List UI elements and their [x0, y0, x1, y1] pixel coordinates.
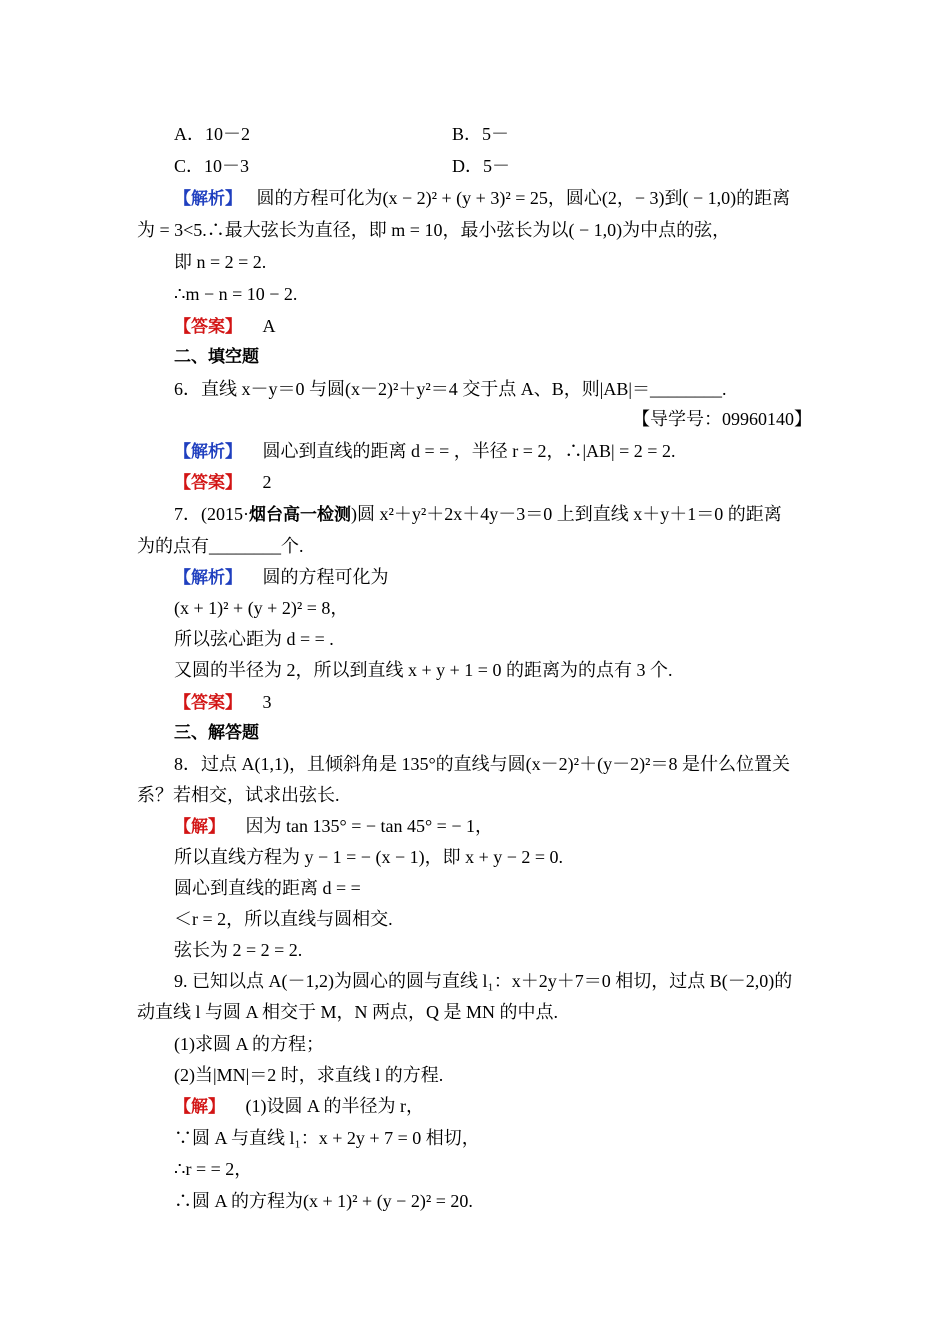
q6-guide-number: 【导学号：09960140】 — [632, 409, 812, 429]
q7-stem-pre: 7．(2015· — [174, 504, 249, 524]
answer-label: 【答案】 — [174, 693, 242, 713]
q9-solution-line-1 — [174, 1094, 424, 1119]
q9-stem-line-2: 动直线 l 与圆 A 相交于 M，N 两点，Q 是 MN 的中点. — [137, 1002, 559, 1022]
q5-analysis-text-1: 圆的方程可化为(x − 2)² + (y + 3)² = 25，圆心(2，− 3)到( − 1,0)的距离 — [256, 188, 791, 208]
q6-answer: 2 — [262, 472, 272, 492]
q6-answer-line — [174, 470, 272, 495]
section-heading-solutions: 三、解答题 — [174, 723, 259, 743]
q7-answer: 3 — [262, 692, 272, 712]
q7-answer-line — [174, 690, 272, 715]
q9-solution-line-4: ∴圆 A 的方程为(x + 1)² + (y − 2)² = 20. — [174, 1191, 473, 1211]
solution-label: 【解】 — [174, 817, 225, 837]
q5-analysis-line-4: ∴m − n = 10 − 2. — [174, 284, 298, 304]
q7-analysis-line-1 — [174, 565, 389, 590]
q7-source: 烟台高一检测 — [249, 505, 351, 525]
q7-stem-line-1 — [174, 502, 782, 527]
q8-stem-line-1: 8．过点 A(1,1)，且倾斜角是 135°的直线与圆(x－2)²＋(y－2)²＝8 是什么位置关 — [174, 754, 790, 774]
q8-solution-line-2: 所以直线方程为 y − 1 = − (x − 1)，即 x + y − 2 = 0. — [174, 847, 564, 867]
q8-stem-line-2: 系？若相交，试求出弦长. — [137, 785, 340, 805]
q7-stem-post: )圆 x²＋y²＋2x＋4y－3＝0 上到直线 x＋y＋1＝0 的距离 — [351, 504, 782, 524]
q6-analysis-text: 圆心到直线的距离 d = = ，半径 r = 2，∴|AB| = 2 = 2. — [262, 441, 676, 461]
section-heading-fill-in: 二、填空题 — [174, 347, 259, 367]
q9-solution-line-3: ∴r = = 2， — [174, 1159, 253, 1179]
answer-label: 【答案】 — [174, 317, 242, 337]
q8-solution-line-5: 弦长为 2 = 2 = 2. — [174, 940, 303, 960]
q9-solution-line-2: ∵圆 A 与直线 l₁：x + 2y + 7 = 0 相切， — [174, 1128, 480, 1148]
analysis-label: 【解析】 — [174, 189, 242, 209]
q5-answer-line — [174, 314, 276, 339]
q8-solution-line-3: 圆心到直线的距离 d = = — [174, 878, 361, 898]
analysis-label: 【解析】 — [174, 442, 242, 462]
q7-analysis-line-4: 又圆的半径为 2，所以到直线 x + y + 1 = 0 的距离为的点有 3 个. — [174, 660, 673, 680]
q9-solution-text-1: (1)设圆 A 的半径为 r， — [245, 1096, 424, 1116]
option-c: C．10－3 — [174, 156, 250, 176]
q6-analysis-line — [174, 439, 675, 464]
q9-part-1: (1)求圆 A 的方程； — [174, 1034, 324, 1054]
q8-solution-text-1: 因为 tan 135° = − tan 45° = − 1， — [245, 816, 493, 836]
q7-analysis-line-3: 所以弦心距为 d = = . — [174, 629, 334, 649]
option-b: B．5－ — [452, 124, 510, 144]
q9-part-2: (2)当|MN|＝2 时，求直线 l 的方程. — [174, 1065, 444, 1085]
q8-solution-line-1 — [174, 814, 493, 839]
q5-analysis-line-3: 即 n = 2 = 2. — [174, 252, 267, 272]
q7-analysis-text-1: 圆的方程可化为 — [262, 567, 389, 587]
answer-label: 【答案】 — [174, 473, 242, 493]
solution-label: 【解】 — [174, 1097, 225, 1117]
analysis-label: 【解析】 — [174, 568, 242, 588]
option-d: D．5－ — [452, 156, 510, 176]
q9-stem-line-1: 9. 已知以点 A(－1,2)为圆心的圆与直线 l₁：x＋2y＋7＝0 相切，过点 B(－2,0)的 — [174, 971, 793, 991]
q6-stem: 6．直线 x－y＝0 与圆(x－2)²＋y²＝4 交于点 A、B，则|AB|＝________. — [174, 379, 727, 399]
option-a: A．10－2 — [174, 124, 250, 144]
q7-analysis-line-2: (x + 1)² + (y + 2)² = 8， — [174, 598, 349, 618]
q5-analysis-line-2: 为 = 3<5.∴最大弦长为直径，即 m = 10，最小弦长为以( − 1,0)为中点的弦， — [137, 220, 731, 240]
q7-stem-line-2: 为的点有________个. — [137, 536, 304, 556]
q5-analysis-line-1 — [174, 186, 790, 211]
q5-answer: A — [262, 316, 276, 336]
q8-solution-line-4: ＜r = 2，所以直线与圆相交. — [174, 909, 393, 929]
